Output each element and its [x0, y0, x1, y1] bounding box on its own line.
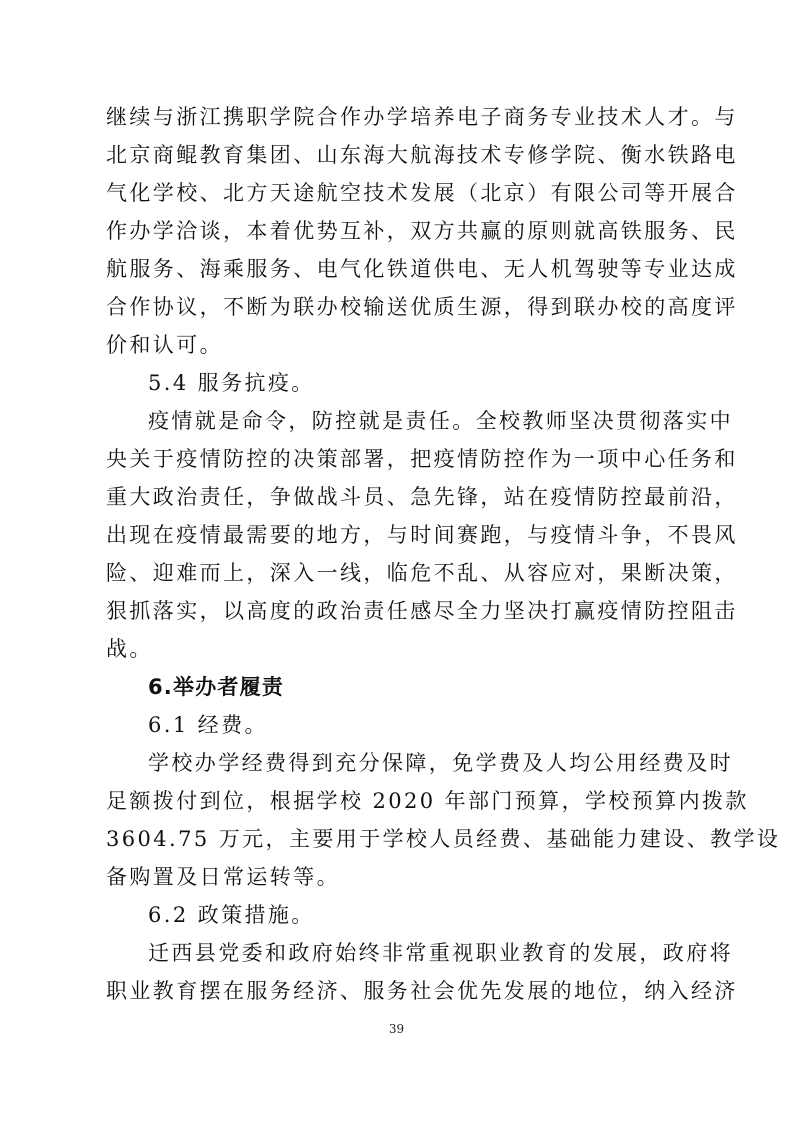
paragraph-line: 作办学洽谈，本着优势互补，双方共赢的原则就高铁服务、民: [106, 219, 738, 243]
paragraph-line: 价和认可。: [106, 333, 223, 357]
paragraph-line: 3604.75 万元，主要用于学校人员经费、基础能力建设、教学设: [106, 827, 781, 851]
paragraph-line: 北京商鲲教育集团、山东海大航海技术专修学院、衡水铁路电: [106, 143, 738, 167]
paragraph-line: 学校办学经费得到充分保障，免学费及人均公用经费及时: [148, 751, 733, 775]
paragraph-line: 狠抓落实，以高度的政治责任感尽全力坚决打赢疫情防控阻击: [106, 599, 738, 623]
section-heading-6-2: 6.2 政策措施。: [148, 903, 315, 927]
paragraph-line: 疫情就是命令，防控就是责任。全校教师坚决贯彻落实中: [148, 409, 733, 433]
paragraph-line: 航服务、海乘服务、电气化铁道供电、无人机驾驶等专业达成: [106, 257, 738, 281]
paragraph-line: 迁西县党委和政府始终非常重视职业教育的发展，政府将: [148, 941, 733, 965]
section-heading-6: 6.举办者履责: [148, 675, 284, 699]
section-heading-5-4: 5.4 服务抗疫。: [148, 371, 315, 395]
paragraph-line: 出现在疫情最需要的地方，与时间赛跑，与疫情斗争，不畏风: [106, 523, 738, 547]
page-number: 39: [388, 1022, 405, 1036]
paragraph-line: 气化学校、北方天途航空技术发展（北京）有限公司等开展合: [106, 181, 738, 205]
paragraph-line: 职业教育摆在服务经济、服务社会优先发展的地位，纳入经济: [106, 979, 738, 1003]
paragraph-line: 央关于疫情防控的决策部署，把疫情防控作为一项中心任务和: [106, 447, 738, 471]
paragraph-line: 战。: [106, 637, 153, 661]
paragraph-line: 重大政治责任，争做战斗员、急先锋，站在疫情防控最前沿，: [106, 485, 738, 509]
paragraph-line: 备购置及日常运转等。: [106, 865, 340, 889]
paragraph-line: 继续与浙江携职学院合作办学培养电子商务专业技术人才。与: [106, 105, 738, 129]
paragraph-line: 险、迎难而上，深入一线，临危不乱、从容应对，果断决策，: [106, 561, 738, 585]
paragraph-line: 足额拨付到位，根据学校 2020 年部门预算，学校预算内拨款: [106, 789, 749, 813]
paragraph-line: 合作协议，不断为联办校输送优质生源，得到联办校的高度评: [106, 295, 738, 319]
section-heading-6-1: 6.1 经费。: [148, 713, 268, 737]
